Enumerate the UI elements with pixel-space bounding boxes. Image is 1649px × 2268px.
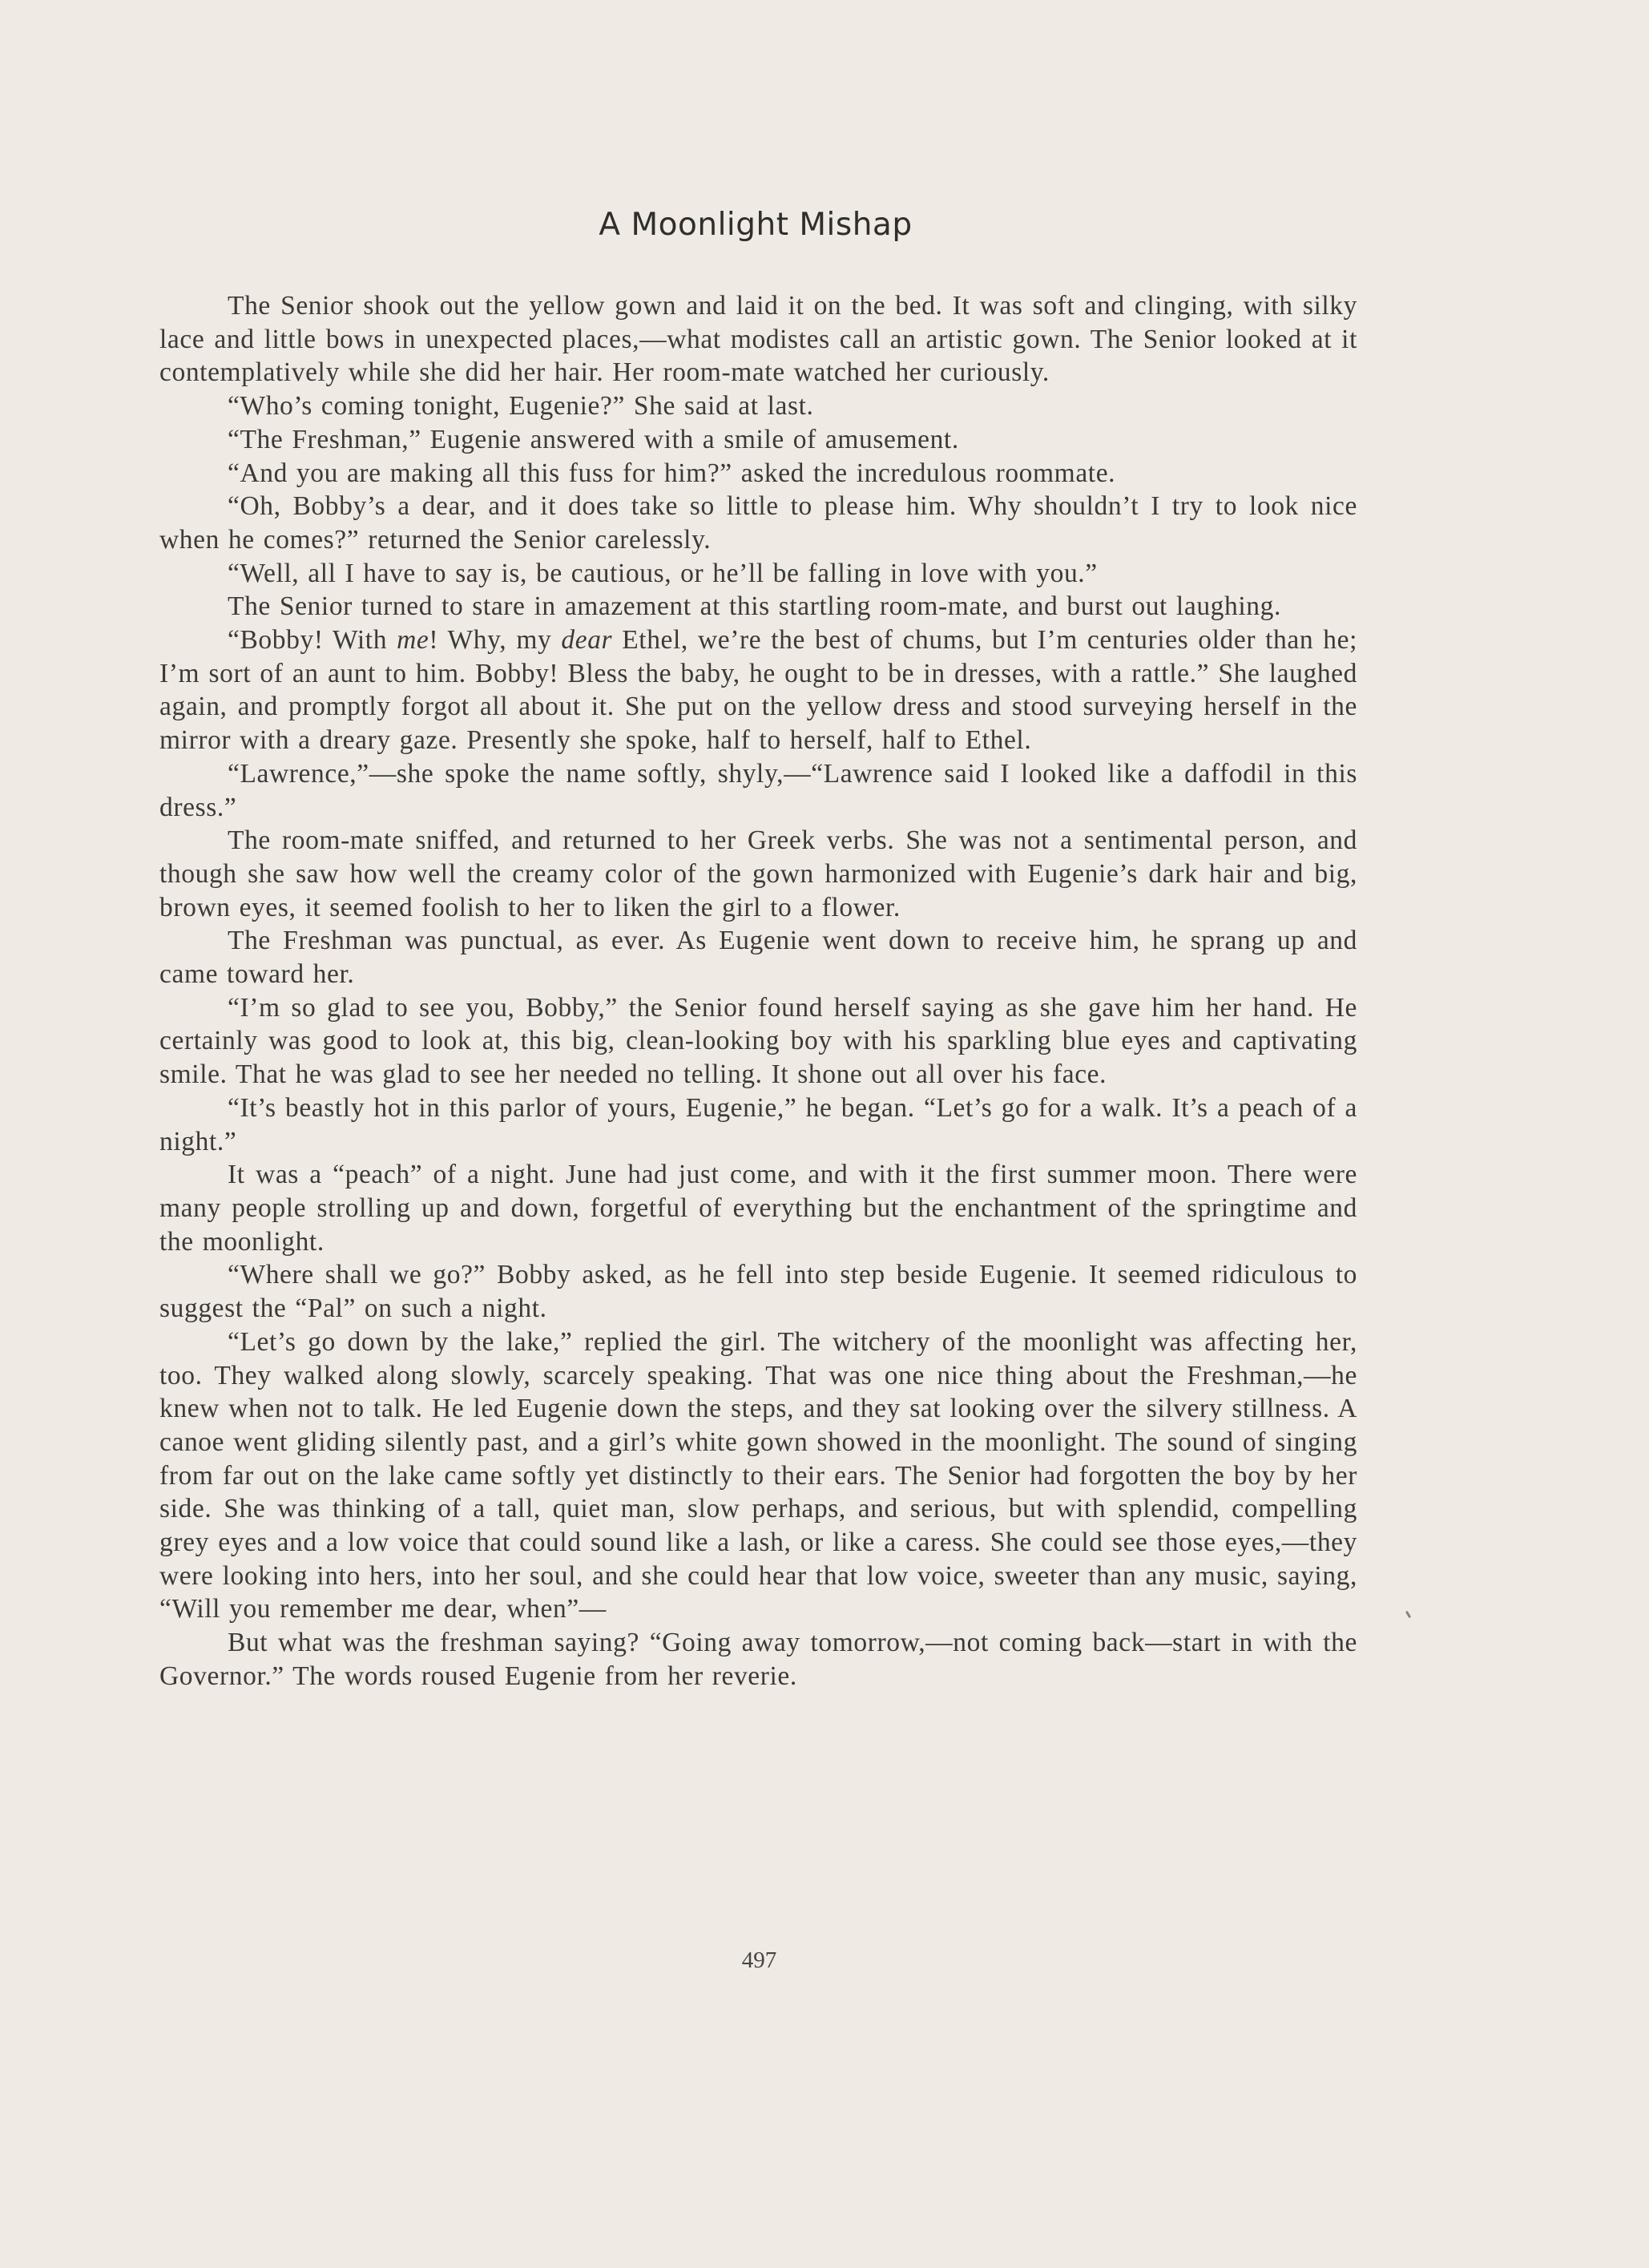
paragraph-text: “Let’s go down by the lake,” replied the girl. The witchery of the moonlight was affecting her, too. They walked along slowly, scarcely speaking. That was one nice thing about the Freshman,—he knew when not to talk. He led Eugenie down the steps, and they sat looking over the silvery stillness. A canoe went gliding silently past, and a girl’s white gown showed in the moonlight. The sound of singing from far out on the lake came softly yet distinctly to their ears. The Senior had forgotten the boy by her side. She was thinking of a tall, quiet man, slow perhaps, and serious, but with splendid, compelling grey eyes and a low voice that could sound like a lash, or like a caress. She could see those eyes,—they were looking into hers, into her soul, and she could hear that low voice, sweeter than any music, saying, “Will you remember me dear, when”—	[159, 1326, 1357, 1624]
paragraph	[159, 590, 1357, 623]
paragraph	[159, 1626, 1357, 1693]
paragraph	[159, 557, 1357, 591]
paragraph-text: “And you are making all this fuss for him?” asked the incredulous roommate.	[228, 458, 1116, 488]
paragraph	[159, 1092, 1357, 1158]
paragraph	[159, 490, 1357, 556]
paragraph	[159, 1258, 1357, 1325]
paragraph-text: The room-mate sniffed, and returned to her Greek verbs. She was not a sentimental person, and though she saw how well the creamy color of the gown harmonized with Eugenie’s dark hair and big, brown eyes, it seemed foolish to her to liken the girl to a flower.	[159, 825, 1357, 922]
paragraph	[159, 991, 1357, 1092]
paragraph	[159, 1158, 1357, 1258]
paragraph	[159, 924, 1357, 991]
paragraph	[159, 757, 1357, 824]
paragraph-text: The Senior turned to stare in amazement at this startling room-mate, and burst out laughing.	[228, 591, 1281, 622]
paragraph-text: ! Why, my	[429, 625, 562, 656]
paragraph	[159, 1326, 1357, 1626]
paragraph-text: The Senior shook out the yellow gown and laid it on the bed. It was soft and clinging, with silky lace and little bows in unexpected places,—what modistes call an artistic gown. The Senior looked at it contemplatively while she did her hair. Her room-mate watched her curiously.	[159, 291, 1357, 388]
paragraph-text: “Who’s coming tonight, Eugenie?” She said at last.	[228, 391, 814, 422]
paragraph	[159, 423, 1357, 457]
paragraph-text: “Lawrence,”—she spoke the name softly, shyly,—“Lawrence said I looked like a daffodil in this dress.”	[159, 758, 1357, 822]
paragraph-text: “The Freshman,” Eugenie answered with a smile of amusement.	[228, 424, 959, 454]
italic-text: dear	[561, 625, 613, 656]
page-number: 497	[741, 1947, 777, 1973]
paragraph-text: Ethel, we’re the best of chums, but I’m centuries older than he; I’m sort of an aunt to him. Bobby! Bless the baby, he ought to be in dresses, with a rattle.” She laughed again, and promptly forgot all about it. She put on the yellow dress and stood surveying herself in the mirror with a dreary gaze. Presently she spoke, half to herself, half to Ethel.	[159, 625, 1357, 756]
paragraph-text: The Freshman was punctual, as ever. As Eugenie went down to receive him, he sprang up and came toward her.	[159, 926, 1357, 990]
paragraph-text: It was a “peach” of a night. June had just come, and with it the first summer moon. There were many people strolling up and down, forgetful of everything but the enchantment of the springtime and the moonlight.	[159, 1160, 1357, 1257]
paragraph	[159, 623, 1357, 757]
story-body	[159, 289, 1357, 1693]
paragraph	[159, 389, 1357, 423]
paragraph	[159, 289, 1357, 389]
paragraph-text: “Where shall we go?” Bobby asked, as he fell into step beside Eugenie. It seemed ridiculous to suggest the “Pal” on such a night.	[159, 1260, 1357, 1324]
paragraph-text: “Bobby! With	[228, 625, 397, 656]
paragraph-text: “Well, all I have to say is, be cautious, or he’ll be falling in love with you.”	[228, 558, 1098, 588]
paragraph-text: “It’s beastly hot in this parlor of yours, Eugenie,” he began. “Let’s go for a walk. It’s a peach of a night.”	[159, 1092, 1357, 1156]
page-title: A Moonlight Mishap	[599, 207, 913, 243]
paragraph	[159, 457, 1357, 490]
paragraph-text: But what was the freshman saying? “Going away tomorrow,—not coming back—start in with the Governor.” The words roused Eugenie from her reverie.	[159, 1628, 1357, 1691]
paper-speck	[1405, 1611, 1411, 1618]
paragraph-text: “I’m so glad to see you, Bobby,” the Senior found herself saying as she gave him her hand. He certainly was good to look at, this big, clean-looking boy with his sparkling blue eyes and captivating smile. That he was glad to see her needed no telling. It shone out all over his face.	[159, 992, 1357, 1090]
paragraph-text: “Oh, Bobby’s a dear, and it does take so little to please him. Why shouldn’t I try to look nice when he comes?” returned the Senior carelessly.	[159, 491, 1357, 555]
paragraph	[159, 824, 1357, 924]
italic-text: me	[397, 625, 429, 656]
